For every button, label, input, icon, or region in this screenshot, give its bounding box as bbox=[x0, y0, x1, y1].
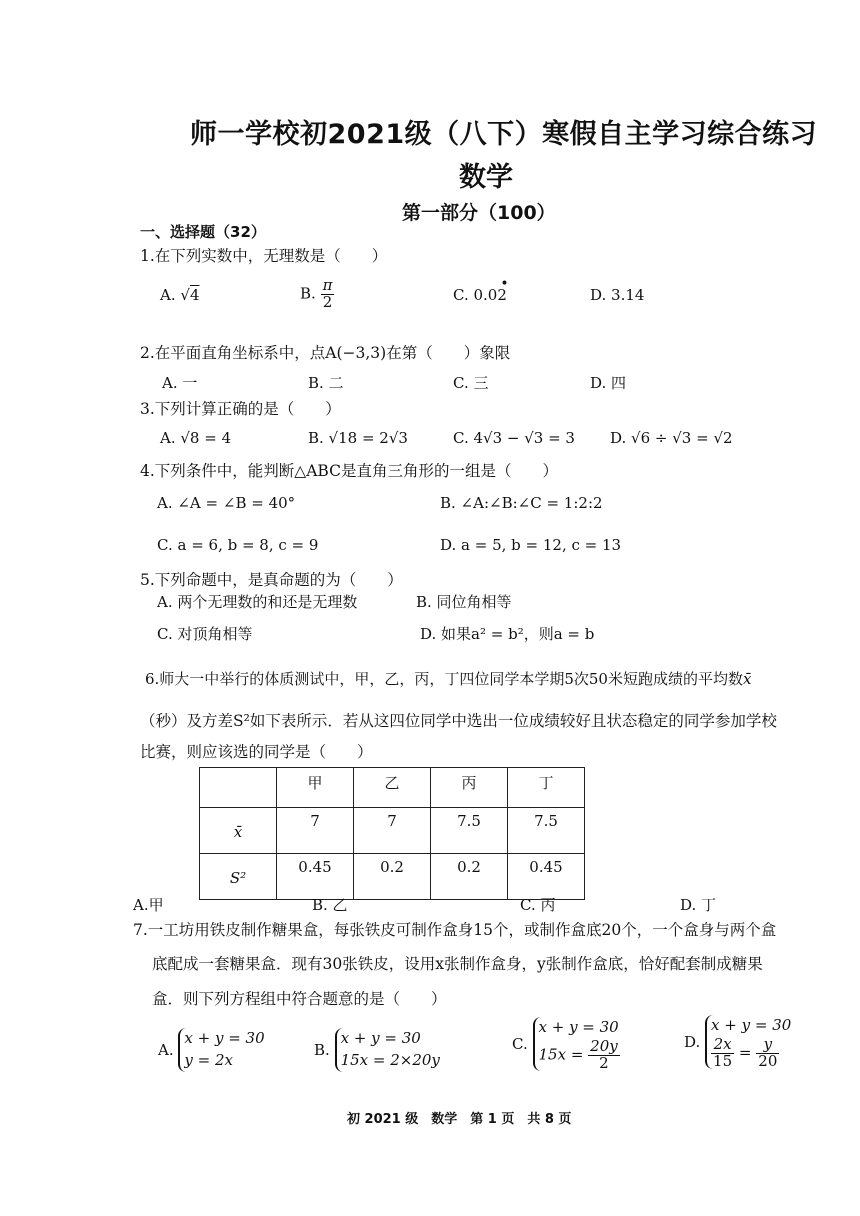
score-table bbox=[199, 767, 585, 900]
q3-option-b: B. √18 = 2√3 bbox=[308, 429, 408, 447]
q5-option-b: B. 同位角相等 bbox=[416, 593, 512, 611]
q3-stem: 3.下列计算正确的是（ ） bbox=[140, 400, 341, 418]
table-header-row bbox=[200, 768, 585, 808]
q1-stem: 1.在下列实数中，无理数是（ ） bbox=[140, 247, 388, 265]
q1-option-a: A. √4 bbox=[160, 286, 200, 304]
table-cell: S² bbox=[200, 854, 277, 900]
q3-option-d: D. √6 ÷ √3 = √2 bbox=[610, 429, 733, 447]
exam-title: 师一学校初2021级（八下）寒假自主学习综合练习 bbox=[190, 119, 818, 150]
q1-option-d: D. 3.14 bbox=[590, 286, 645, 304]
table-cell: 7 bbox=[354, 808, 431, 854]
table-cell: 0.2 bbox=[354, 854, 431, 900]
q7-option-a: A. x + y = 30 y = 2x bbox=[158, 1028, 265, 1072]
q2-option-b: B. 二 bbox=[308, 374, 344, 392]
sqrt4: √4 bbox=[180, 286, 200, 304]
q2-option-c: C. 三 bbox=[453, 374, 489, 392]
table-row bbox=[200, 808, 585, 854]
q6-option-a: A.甲 bbox=[133, 896, 164, 914]
table-cell bbox=[200, 768, 277, 808]
equation-system: x + y = 30 15x = 2×20y bbox=[335, 1028, 440, 1072]
page-footer: 初 2021 级 数学 第 1 页 共 8 页 bbox=[347, 1112, 572, 1127]
mean-symbol: x̄ bbox=[742, 670, 752, 688]
table-cell: 7 bbox=[277, 808, 354, 854]
q7-line3: 盒．则下列方程组中符合题意的是（ ） bbox=[152, 990, 447, 1008]
table-cell: 0.45 bbox=[277, 854, 354, 900]
q4-option-c: C. a = 6, b = 8, c = 9 bbox=[157, 536, 319, 554]
q5-option-d: D. 如果a² = b²，则a = b bbox=[420, 625, 595, 643]
equation-system: x + y = 30 $\frac{2x}{15}$ = $\frac{y}{20}$ bbox=[705, 1015, 791, 1069]
table-cell: 乙 bbox=[354, 768, 431, 808]
part-heading: 第一部分（100） bbox=[402, 202, 556, 224]
q6-line2: （秒）及方差S²如下表所示．若从这四位同学中选出一位成绩较好且状态稳定的同学参加学校 bbox=[140, 712, 777, 730]
q1-option-b: B. $\frac{\pi}{2}$ bbox=[300, 276, 333, 311]
equation-system: x + y = 30 y = 2x bbox=[178, 1028, 264, 1072]
table-cell: 7.5 bbox=[431, 808, 508, 854]
table-cell: 7.5 bbox=[508, 808, 585, 854]
q6-option-c: C. 丙 bbox=[520, 896, 556, 914]
exam-subject: 数学 bbox=[459, 162, 513, 193]
q2-option-d: D. 四 bbox=[590, 374, 627, 392]
q7-line1: 7.一工坊用铁皮制作糖果盒，每张铁皮可制作盒身15个，或制作盒底20个，一个盒身与两个盒 bbox=[133, 921, 777, 939]
pi-over-2: $\frac{\pi}{2}$ bbox=[322, 276, 333, 311]
table-cell: 0.45 bbox=[508, 854, 585, 900]
q5-option-c: C. 对顶角相等 bbox=[157, 625, 253, 643]
table-cell: x̄ bbox=[200, 808, 277, 854]
q7-option-d: D. x + y = 30 $\frac{2x}{15}$ = $\frac{y}{20}$ bbox=[684, 1016, 792, 1070]
q2-option-a: A. 一 bbox=[162, 374, 198, 392]
section-heading: 一、选择题（32） bbox=[140, 223, 266, 241]
q6-option-d: D. 丁 bbox=[680, 896, 717, 914]
table-cell: 丙 bbox=[431, 768, 508, 808]
q1-option-c: C. 0.02 • bbox=[453, 276, 509, 304]
q4-option-a: A. ∠A = ∠B = 40° bbox=[157, 494, 296, 512]
q6-option-b: B. 乙 bbox=[312, 896, 348, 914]
q7-option-c: C. x + y = 30 15x = $\frac{20y}{2}$ bbox=[512, 1018, 619, 1072]
q3-option-a: A. √8 = 4 bbox=[160, 429, 232, 447]
q6-line1: 6.师大一中举行的体质测试中，甲，乙，丙，丁四位同学本学期5次50米短跑成绩的平均数x̄ bbox=[145, 670, 752, 688]
q4-option-d: D. a = 5, b = 12, c = 13 bbox=[440, 536, 622, 554]
q2-stem: 2.在平面直角坐标系中，点A(−3,3)在第（ ）象限 bbox=[140, 344, 511, 362]
table-cell: 甲 bbox=[277, 768, 354, 808]
q7-line2: 底配成一套糖果盒．现有30张铁皮，设用x张制作盒身，y张制作盒底，恰好配套制成糖果 bbox=[152, 955, 763, 973]
q5-option-a: A. 两个无理数的和还是无理数 bbox=[157, 593, 358, 611]
table-row bbox=[200, 854, 585, 900]
q5-stem: 5.下列命题中，是真命题的为（ ） bbox=[140, 571, 403, 589]
q3-option-c: C. 4√3 − √3 = 3 bbox=[453, 429, 575, 447]
q4-option-b: B. ∠A:∠B:∠C = 1:2:2 bbox=[440, 494, 603, 512]
table-cell: 0.2 bbox=[431, 854, 508, 900]
q6-line3: 比赛，则应该选的同学是（ ） bbox=[140, 743, 373, 761]
q7-option-b: B. x + y = 30 15x = 2×20y bbox=[314, 1028, 440, 1072]
equation-system: x + y = 30 15x = $\frac{20y}{2}$ bbox=[533, 1017, 620, 1071]
table-cell: 丁 bbox=[508, 768, 585, 808]
q4-stem: 4.下列条件中，能判断△ABC是直角三角形的一组是（ ） bbox=[140, 462, 558, 480]
